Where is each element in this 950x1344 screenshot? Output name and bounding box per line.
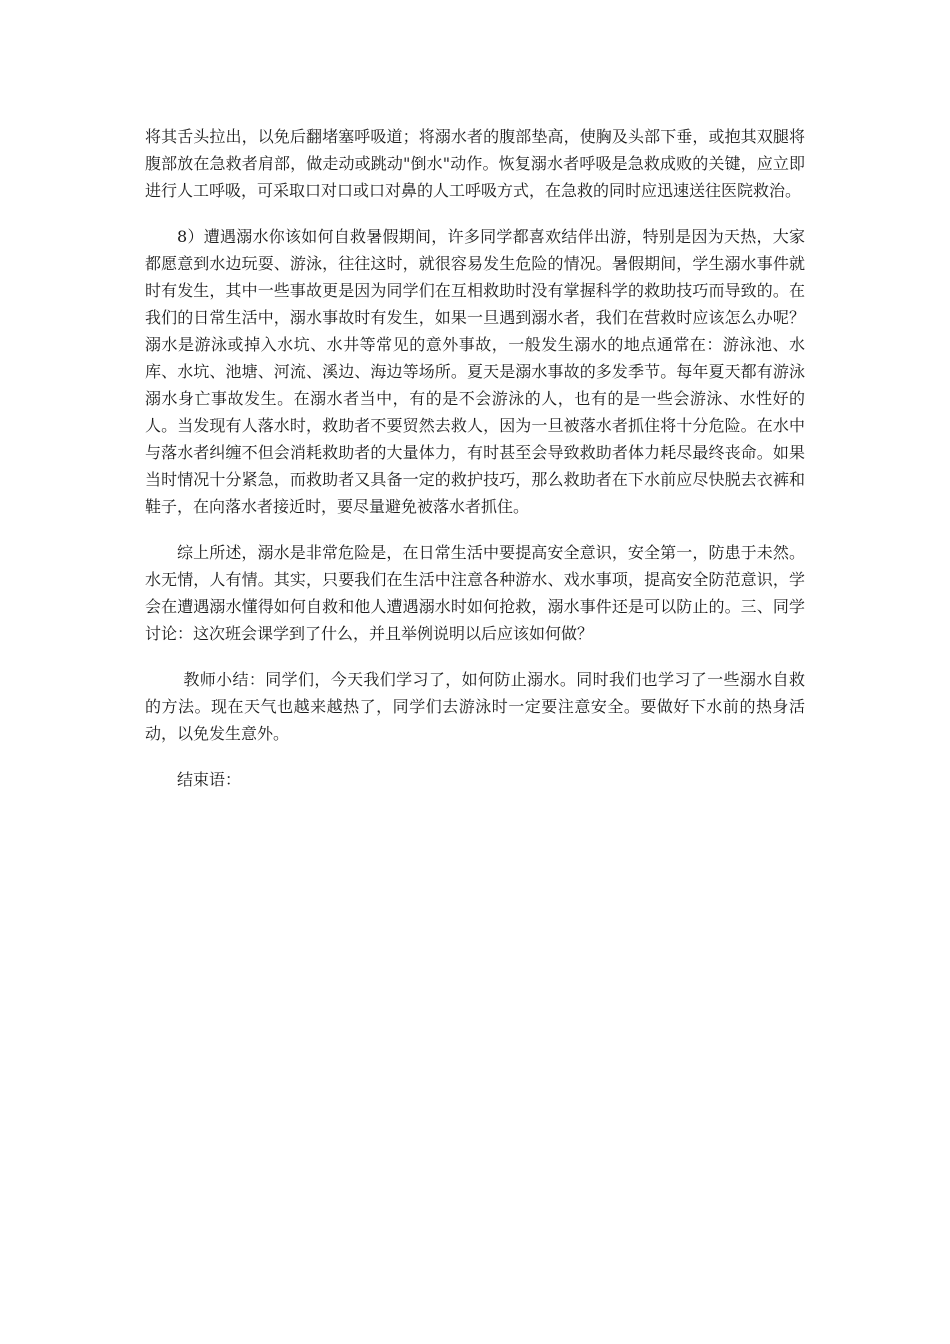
document-body bbox=[145, 123, 805, 812]
paragraph-teacher-summary: 教师小结：同学们，今天我们学习了，如何防止溺水。同时我们也学习了一些溺水自救的方法。现在天气也越来越热了，同学们去游泳时一定要注意安全。要做好下水前的热身活动，以免发生意外。 bbox=[145, 670, 805, 743]
paragraph-summary: 综上所述，溺水是非常危险是，在日常生活中要提高安全意识，安全第一，防患于未然。水无情，人有情。其实，只要我们在生活中注意各种游水、戏水事项，提高安全防范意识，学会在遭遇溺水懂得如何自救和他人遭遇溺水时如何抢救，溺水事件还是可以防止的。三、同学讨论：这次班会课学到了什么，并且举例说明以后应该如何做？ bbox=[145, 543, 805, 643]
paragraph-closing: 结束语： bbox=[177, 770, 242, 789]
paragraph-rescue-steps: 将其舌头拉出，以免后翻堵塞呼吸道；将溺水者的腹部垫高，使胸及头部下垂，或抱其双腿将腹部放在急救者肩部，做走动或跳动"倒水"动作。恢复溺水者呼吸是急救成败的关键，应立即进行人工呼吸，可采取口对口或口对鼻的人工呼吸方式，在急救的同时应迅速送往医院救治。 bbox=[145, 127, 805, 200]
paragraph-self-rescue: 8）遭遇溺水你该如何自救暑假期间，许多同学都喜欢结伴出游，特别是因为天热，大家都愿意到水边玩耍、游泳，往往这时，就很容易发生危险的情况。暑假期间，学生溺水事件就时有发生，其中一些事故更是因为同学们在互相救助时没有掌握科学的救助技巧而导致的。在我们的日常生活中，溺水事故时有发生，如果一旦遇到溺水者，我们在营救时应该怎么办呢？溺水是游泳或掉入水坑、水井等常见的意外事故，一般发生溺水的地点通常在：游泳池、水库、水坑、池塘、河流、溪边、海边等场所。夏天是溺水事故的多发季节。每年夏天都有游泳溺水身亡事故发生。在溺水者当中，有的是不会游泳的人，也有的是一些会游泳、水性好的人。当发现有人落水时，救助者不要贸然去救人，因为一旦被落水者抓住将十分危险。在水中与落水者纠缠不但会消耗救助者的大量体力，有时甚至会导致救助者体力耗尽最终丧命。如果当时情况十分紧急，而救助者又具备一定的救护技巧，那么救助者在下水前应尽快脱去衣裤和鞋子，在向落水者接近时，要尽量避免被落水者抓住。 bbox=[145, 227, 805, 516]
